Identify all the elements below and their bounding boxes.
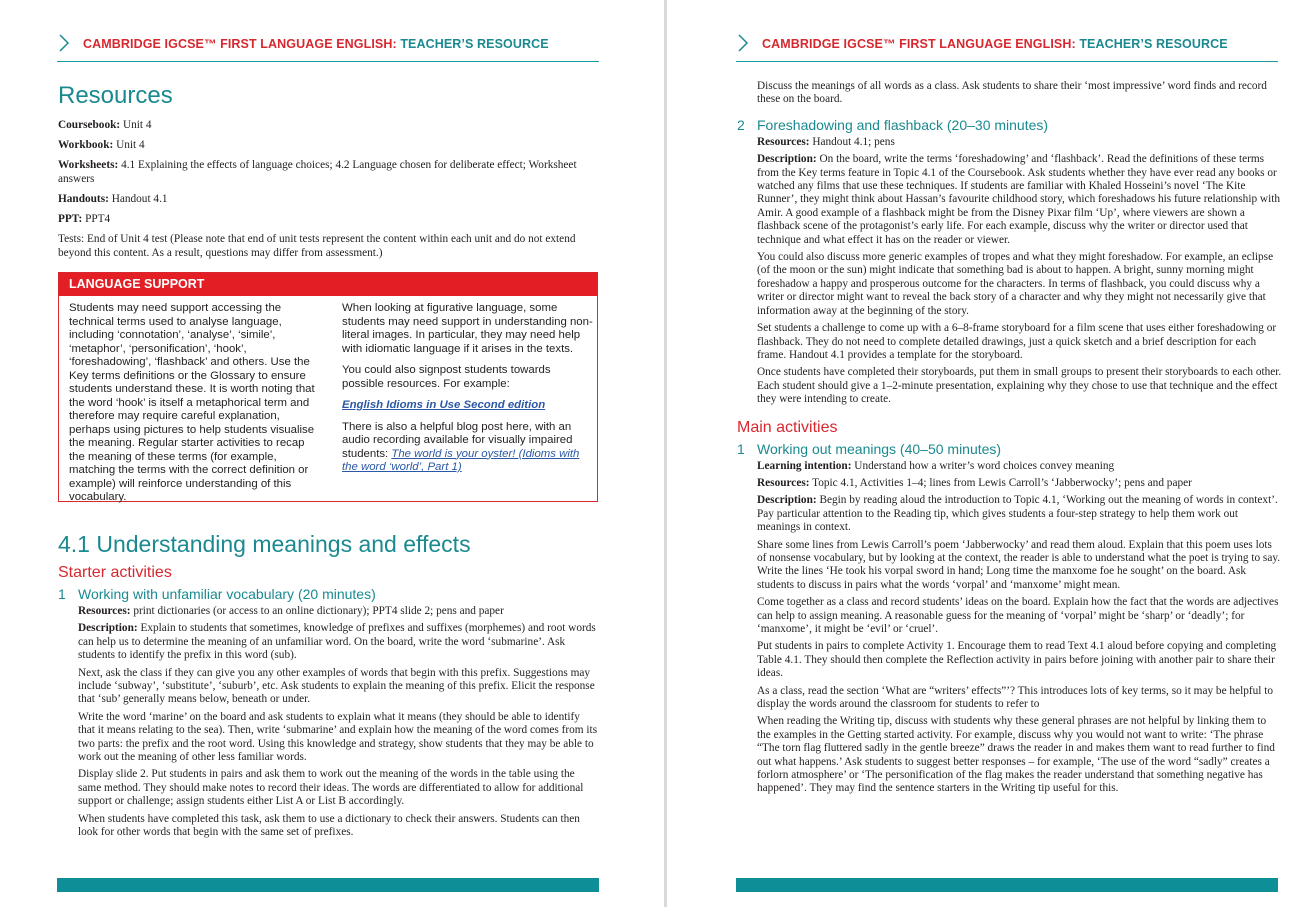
resources-heading: Resources — [58, 82, 173, 109]
activity-heading: 1 Working with unfamiliar vocabulary (20 minutes) — [58, 586, 376, 602]
activity-body: Resources: Handout 4.1; pens Description: On the board, write the terms ‘foreshadowing’ and ‘flashback’. Read the definitions of these terms from the Key terms feature in Topic 4.1 of the Coursebook. Ask students whether they have ever read any books or watched any films that use these techniques. If students are familiar with Khaled Hosseini’s novel ‘The Kite Runner’, they might think about Hassan’s favourite childhood story, which foreshadows his future relationship with Amir. A good example of a flashback might be from the Disney Pixar film ‘Up’, where viewers are shown a flashback scene of the protagonist’s early life. For each example, discuss why the writer or director used that technique and what effect it has on the reader or viewer. You could also discuss more generic examples of tropes and what they might foreshadow. For example, an eclipse (of the moon or the sun) might indicate that something bad is about to happen. A bright, sunny morning might foreshadow a happy and prosperous outcome for the characters. In terms of flashback, you could discuss why a writer or director might want to reveal the back story of a character and why they might not necessarily give that information away at the beginning of the story. Set students a challenge to come up with a 6–8-frame storyboard for a film scene that uses either foreshadowing or flashback. They do not need to complete detailed drawings, just a quick sketch and a brief description for each frame. Handout 4.1 provides a template for the storyboard. Once students have completed their storyboards, put them in small groups to present their storyboards to each other. Each student should give a 1–2-minute presentation, explaining why they chose to use that technique and the effect they were intending to create. — [757, 135, 1282, 406]
language-support-box — [58, 272, 598, 502]
left-content — [58, 82, 598, 844]
language-support-col-1: Students may need support accessing the technical terms used to analyse language, including ‘connotation’, ‘analyse’, ‘simile’, ‘metaphor’, ‘personification’, ‘hook’, ‘foreshadowing’, ‘flashback’ and others. Use the Key terms definitions or the Glossary to ensure students understand these. It is worth noting that the word ‘hook’ is itself a metaphorical term and therefore may require careful explanation, perhaps using pictures to help students visualise the meaning. Regular starter activities to recap the meaning of these terms (for example, matching the terms with the correct definition or example) will reinforce understanding of this vocabulary. — [69, 302, 315, 503]
running-header — [736, 32, 1278, 62]
blog-post-link[interactable]: The world is your oyster! (Idioms with the word ‘world’, Part 1) — [342, 447, 580, 473]
starter-heading: Starter activities — [58, 564, 172, 581]
meta-coursebook: Coursebook: Unit 4 — [58, 119, 152, 131]
header-title: CAMBRIDGE IGCSE™ FIRST LANGUAGE ENGLISH: TEACHER’S RESOURCE — [83, 37, 549, 51]
meta-worksheets: Worksheets: 4.1 Explaining the effects of language choices; 4.2 Language chosen for deliberate effect; Worksheet answers — [58, 159, 577, 185]
main-activities-heading: Main activities — [737, 418, 838, 436]
chevron-right-icon — [57, 33, 71, 53]
running-header — [57, 32, 599, 62]
chevron-right-icon — [736, 33, 750, 53]
intro-paragraph: Discuss the meanings of all words as a class. Ask students to share their ‘most impressive’ word finds and record these on the board. — [757, 80, 1267, 106]
header-title: CAMBRIDGE IGCSE™ FIRST LANGUAGE ENGLISH: TEACHER’S RESOURCE — [762, 37, 1228, 51]
activity-heading: 1 Working out meanings (40–50 minutes) — [737, 440, 1002, 457]
activity-heading: 2 Foreshadowing and flashback (20–30 minutes) — [737, 116, 1049, 133]
meta-tests: Tests: End of Unit 4 test (Please note that end of unit tests represent the content within each unit and do not extend beyond this content. As a result, questions may differ from assessment.) — [58, 233, 576, 259]
idioms-in-use-link[interactable]: English Idioms in Use Second edition — [342, 399, 546, 411]
activity-body: Learning intention: Understand how a writer’s word choices convey meaning Resources: Topic 4.1, Activities 1–4; lines from Lewis Carroll’s ‘Jabberwocky’; pens and paper Description: Begin by reading aloud the introduction to Topic 4.1, ‘Working out the meaning of words in context’. Pay particular attention to the Reading tip, which gives students a four-step strategy to help them work out meanings in context. Share some lines from Lewis Carroll’s poem ‘Jabberwocky’ and read them aloud. Explain that this poem uses lots of nonsense vocabulary, but by looking at the context, the reader is able to understand what the poet is trying to say. Write the lines ‘He took his vorpal sword in hand; Long time the manxome foe he sought’ on the board. Ask students to discuss in pairs what the words ‘vorpal’ and ‘manxome’ might mean. Come together as a class and record students’ ideas on the board. Explain how the fact that the words are adjectives can help to assign meaning. A reasonable guess for the meaning of ‘vorpal’ might be ‘sharp’ or ‘deadly’; for ‘manxome’, it might be ‘evil’ or ‘cruel’. Put students in pairs to complete Activity 1. Encourage them to read Text 4.1 aloud before copying and completing Table 4.1. They should then complete the Reflection activity in pairs before joining with another pair to share their ideas. As a class, read the section ‘What are “writers’ effects”’? This introduces lots of key terms, so it may be helpful to display the words around the classroom for students to refer to When reading the Writing tip, discuss with students why these general phrases are not helpful by linking them to the examples in the Getting started activity. For example, discuss why you would not want to write: ‘The phrase “The torn flag fluttered sadly in the gentle breeze” draws the reader in and makes them want to read further to find out what happens.’ Ask students to suggest better responses – for example, ‘The use of the word “sadly” creates a forlorn atmosphere’ or ‘The personification of the flag makes the reader understand that something negative has happened’. They may find the sentence starters in the Writing tip useful for this. — [757, 459, 1281, 795]
language-support-heading: LANGUAGE SUPPORT — [59, 273, 597, 296]
footer-bar — [57, 878, 599, 892]
right-content — [737, 80, 1282, 800]
unit-heading: 4.1 Understanding meanings and effects — [58, 531, 471, 557]
right-page — [667, 0, 1304, 907]
meta-ppt: PPT: PPT4 — [58, 213, 111, 225]
footer-bar — [736, 878, 1278, 892]
activity-body: Resources: print dictionaries (or access to an online dictionary); PPT4 slide 2; pens and paper Description: Explain to students that sometimes, knowledge of prefixes and suffixes (morphemes) and root words can help us to determine the meaning of an unfamiliar word. On the board, write the word ‘submarine’. Ask students to identify the prefix in this word (sub). Next, ask the class if they can give you any other examples of words that begin with this prefix. Suggestions may include ‘subway’, ‘substitute’, ‘suburb’, etc. Ask students to explain the meaning of this prefix. Elicit the response that ‘sub’ generally means below, beneath or under. Write the word ‘marine’ on the board and ask students to explain what it means (they should be able to identify that it means relating to the sea). Then, write ‘submarine’ and explain how the meaning of the word comes from its two parts: the prefix and the root word. Using this knowledge and strategy, show students that they may be able to work out the meaning of other less familiar words. Display slide 2. Put students in pairs and ask them to work out the meaning of the words in the table using the same method. They should make notes to record their ideas. The words are differentiated to allow for additional support or challenge; assign students either List A or List B accordingly. When students have completed this task, ask them to use a dictionary to check their answers. Students can then look for other words that begin with the same set of prefixes. — [78, 605, 598, 839]
meta-workbook: Workbook: Unit 4 — [58, 139, 145, 151]
meta-handouts: Handouts: Handout 4.1 — [58, 193, 168, 205]
language-support-col-2: When looking at figurative language, some students may need support in understanding non-literal images. In particular, they may need help with idiomatic language if it arises in the texts. You could also signpost students towards possible resources. For example: English Idioms in Use Second edition There is also a helpful blog post here, with an audio recording available for visually impaired students: The world is your oyster! (Idioms with the word ‘world’, Part 1) — [342, 302, 593, 473]
